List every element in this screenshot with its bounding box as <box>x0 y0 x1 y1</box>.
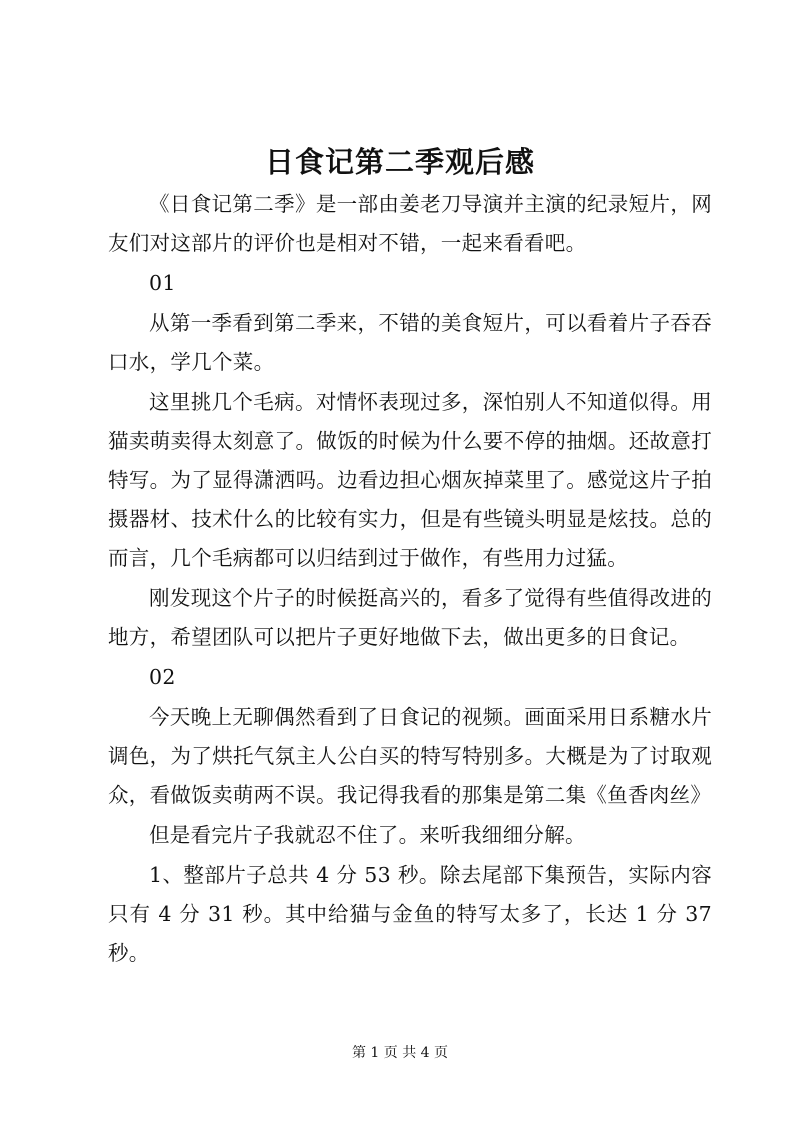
page-footer: 第 1 页 共 4 页 <box>351 1045 449 1061</box>
paragraph: 1、整部片子总共 4 分 53 秒。除去尾部下集预告，实际内容只有 4 分 31 秒。其中给猫与金鱼的特写太多了，长达 1 分 37 秒。 <box>108 863 712 965</box>
page-title: 日食记第二季观后感 <box>264 145 535 179</box>
section-number-01: 01 <box>149 271 176 295</box>
paragraph: 从第一季看到第二季来，不错的美食短片，可以看着片子吞吞口水，学几个菜。 <box>108 311 712 374</box>
paragraph-intro: 《日食记第二季》是一部由姜老刀导演并主演的纪录短片，网友们对这部片的评价也是相对不错，一起来看看吧。 <box>108 192 712 255</box>
paragraph: 今天晚上无聊偶然看到了日食记的视频。画面采用日系糖水片调色，为了烘托气氛主人公白买的特写特别多。大概是为了讨取观众，看做饭卖萌两不误。我记得我看的那集是第二集《鱼香肉丝》 <box>108 705 712 807</box>
paragraph: 这里挑几个毛病。对情怀表现过多，深怕别人不知道似得。用猫卖萌卖得太刻意了。做饭的时候为什么要不停的抽烟。还故意打特写。为了显得潇洒吗。边看边担心烟灰掉菜里了。感觉这片子拍摄器材、技术什么的比较有实力，但是有些镜头明显是炫技。总的而言，几个毛病都可以归结到过于做作，有些用力过猛。 <box>108 390 712 570</box>
paragraph: 刚发现这个片子的时候挺高兴的，看多了觉得有些值得改进的地方，希望团队可以把片子更好地做下去，做出更多的日食记。 <box>108 586 712 649</box>
paragraph: 但是看完片子我就忍不住了。来听我细细分解。 <box>149 823 586 847</box>
section-number-02: 02 <box>149 665 176 689</box>
document-body <box>108 185 712 973</box>
